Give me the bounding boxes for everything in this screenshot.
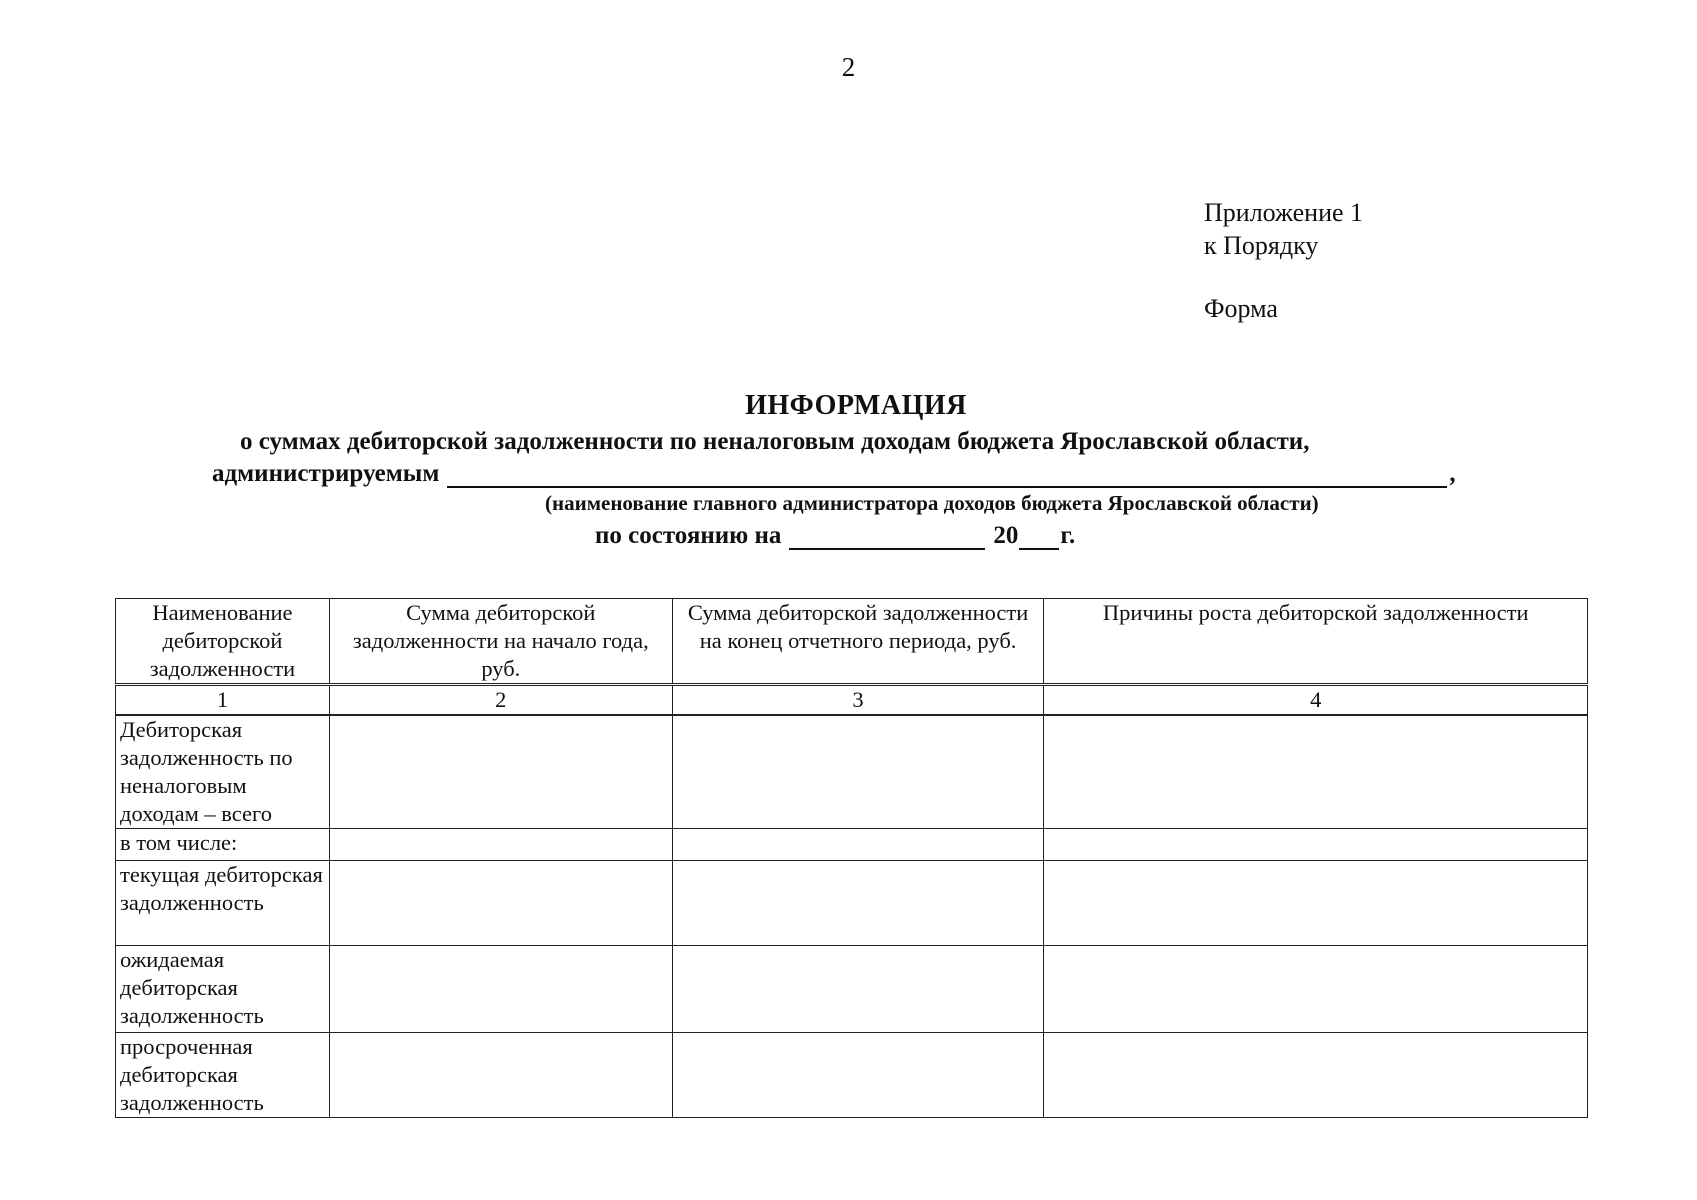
amount-end-cell[interactable]	[672, 861, 1044, 946]
table-row	[116, 829, 1588, 861]
table-row	[116, 946, 1588, 1033]
row-label: Дебиторская задолженность по неналоговым доходам – всего	[116, 715, 330, 829]
title-block	[0, 390, 1697, 550]
header-cell: Причины роста дебиторской задолженности	[1044, 599, 1588, 685]
table-row	[116, 1033, 1588, 1118]
debts-table	[115, 598, 1588, 1118]
administrator-suffix: ,	[1449, 460, 1456, 487]
reason-cell[interactable]	[1044, 1033, 1588, 1118]
page-number: 2	[841, 52, 856, 82]
column-number-row	[116, 685, 1588, 716]
header-cell: Сумма дебиторской задолженности на конец отчетного периода, руб.	[672, 599, 1044, 685]
date-year-field[interactable]	[1019, 528, 1059, 550]
row-label: просроченная дебиторская задолженность	[116, 1033, 330, 1118]
amount-start-cell[interactable]	[329, 1033, 672, 1118]
row-label: ожидаемая дебиторская задолженность	[116, 946, 330, 1033]
reason-cell[interactable]	[1044, 715, 1588, 829]
amount-end-cell[interactable]	[672, 829, 1044, 861]
table-row	[116, 861, 1588, 946]
amount-start-cell[interactable]	[329, 946, 672, 1033]
date-year-prefix: 20	[993, 522, 1019, 549]
administrator-prefix: администрируемым	[212, 460, 440, 487]
column-number: 1	[116, 685, 330, 716]
column-number: 3	[672, 685, 1044, 716]
appendix-line-2: к Порядку	[1204, 231, 1319, 260]
administrator-caption: (наименование главного администратора доходов бюджета Ярославской области)	[545, 491, 1319, 515]
column-number: 4	[1044, 685, 1588, 716]
table-header-row	[116, 599, 1588, 685]
administrator-name-field[interactable]	[447, 466, 1447, 488]
amount-start-cell[interactable]	[329, 829, 672, 861]
amount-start-cell[interactable]	[329, 861, 672, 946]
date-prefix: по состоянию на	[595, 522, 782, 549]
appendix-block	[1204, 196, 1363, 325]
reason-cell[interactable]	[1044, 861, 1588, 946]
document-title: ИНФОРМАЦИЯ	[745, 390, 967, 421]
reason-cell[interactable]	[1044, 946, 1588, 1033]
header-cell: Сумма дебиторской задолженности на начало года, руб.	[329, 599, 672, 685]
date-line	[595, 522, 1697, 550]
date-suffix: г.	[1060, 522, 1076, 549]
column-number: 2	[329, 685, 672, 716]
administrator-line	[212, 460, 1697, 488]
form-label: Форма	[1204, 294, 1278, 323]
row-label: текущая дебиторская задолженность	[116, 861, 330, 946]
amount-end-cell[interactable]	[672, 946, 1044, 1033]
header-cell: Наименование дебиторской задолженности	[116, 599, 330, 685]
appendix-line-1: Приложение 1	[1204, 198, 1364, 227]
amount-start-cell[interactable]	[329, 715, 672, 829]
date-day-month-field[interactable]	[789, 528, 985, 550]
reason-cell[interactable]	[1044, 829, 1588, 861]
document-subtitle: о суммах дебиторской задолженности по неналоговым доходам бюджета Ярославской области,	[240, 428, 1310, 455]
table-row	[116, 715, 1588, 829]
amount-end-cell[interactable]	[672, 715, 1044, 829]
row-label: в том числе:	[116, 829, 330, 861]
amount-end-cell[interactable]	[672, 1033, 1044, 1118]
